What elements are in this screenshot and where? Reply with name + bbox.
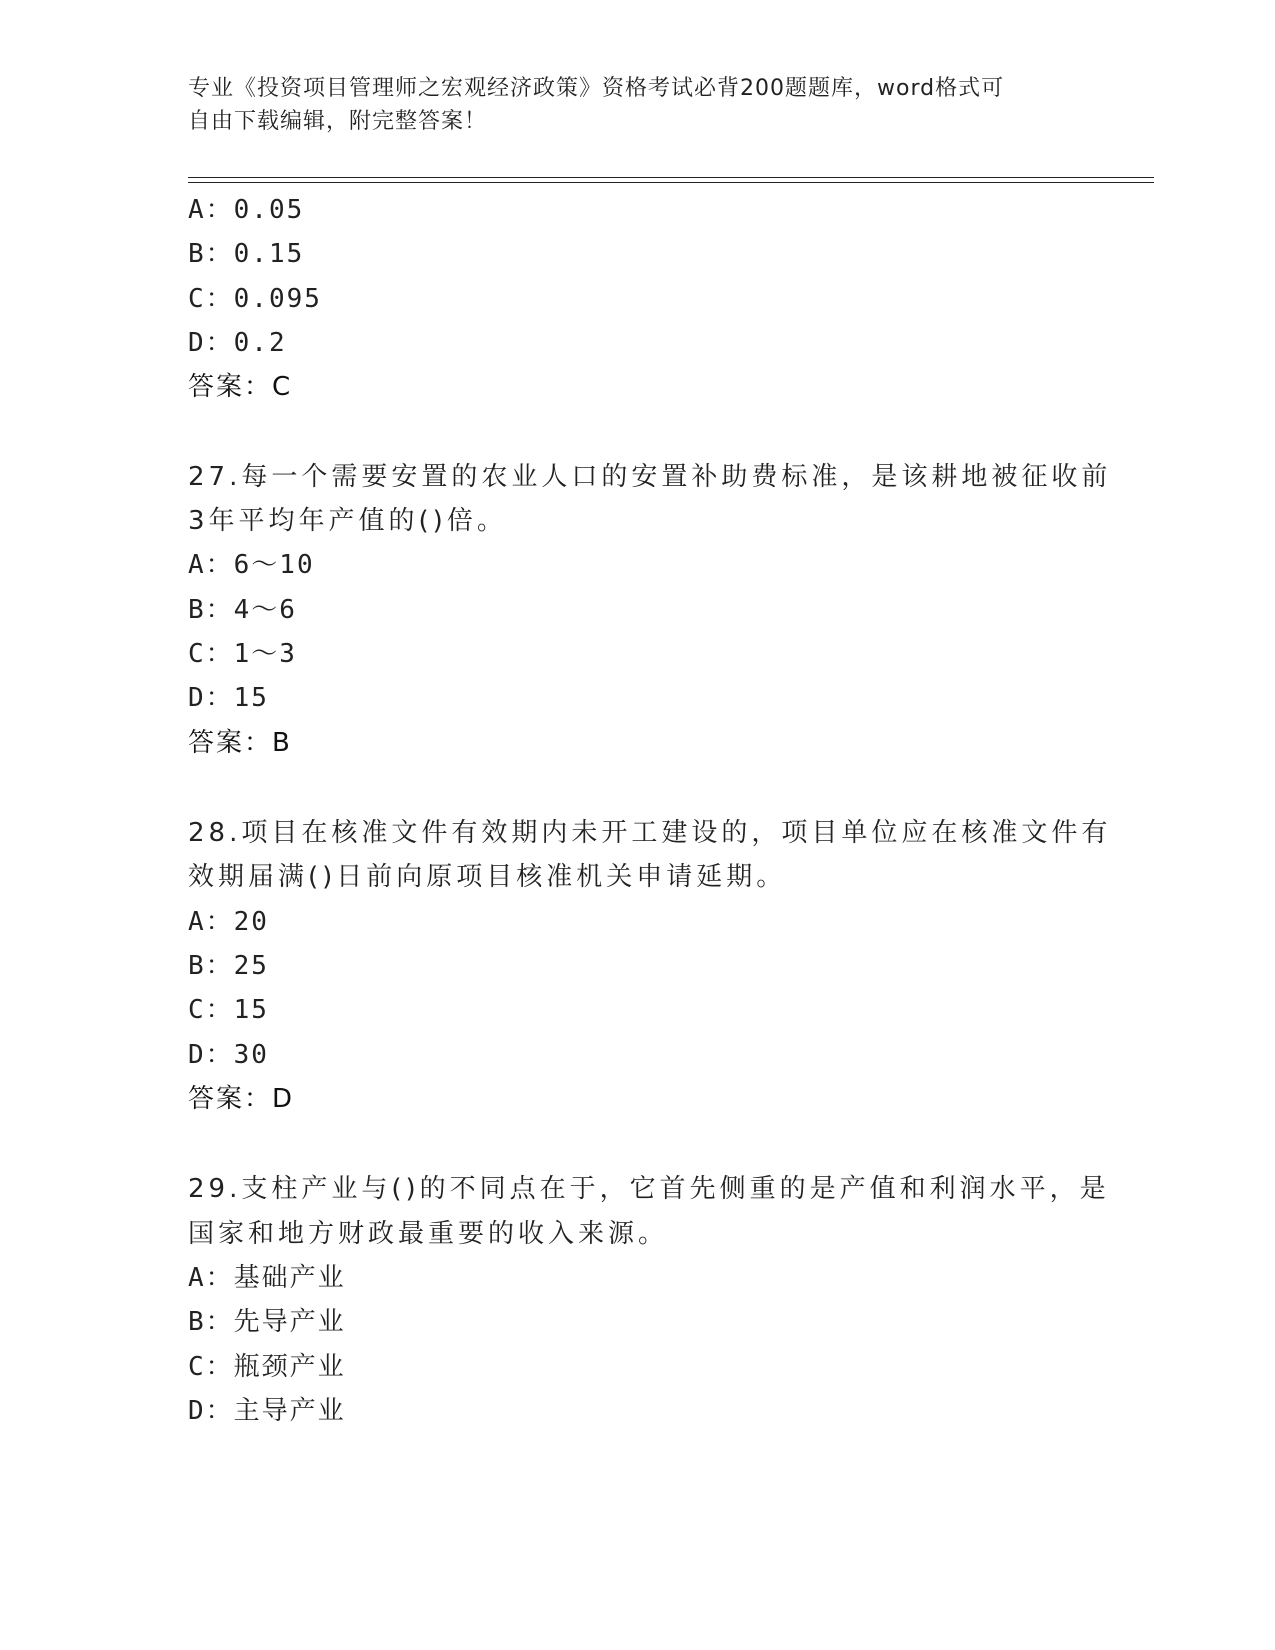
q28-option-c: C：15 — [188, 995, 269, 1025]
q28-text-line-1: 28.项目在核准文件有效期内未开工建设的，项目单位应在核准文件有 — [188, 818, 1112, 848]
prev-option-d: D：0.2 — [188, 328, 287, 358]
header-line-2: 自由下载编辑，附完整答案！ — [188, 109, 488, 134]
q27-option-d: D：15 — [188, 683, 269, 713]
prev-option-a: A：0.05 — [188, 195, 305, 225]
q27-text-line-2: 3年平均年产值的()倍。 — [188, 506, 507, 536]
q29-option-b: B：先导产业 — [188, 1307, 346, 1337]
q28-option-a: A：20 — [188, 907, 269, 937]
q27-answer: 答案：B — [188, 728, 292, 758]
document-header — [188, 72, 1068, 138]
q27-option-a: A：6～10 — [188, 550, 315, 580]
q29-option-d: D：主导产业 — [188, 1396, 346, 1426]
q27-text-line-1: 27.每一个需要安置的农业人口的安置补助费标准，是该耕地被征收前 — [188, 462, 1112, 492]
header-rule-top — [188, 177, 1154, 178]
prev-answer: 答案：C — [188, 372, 293, 402]
q29-option-a: A：基础产业 — [188, 1263, 346, 1293]
q28-option-d: D：30 — [188, 1040, 269, 1070]
q27-option-b: B：4～6 — [188, 595, 297, 625]
prev-option-c: C：0.095 — [188, 284, 322, 314]
prev-option-b: B：0.15 — [188, 239, 305, 269]
header-rule-bottom — [188, 182, 1154, 183]
q29-text-line-1: 29.支柱产业与()的不同点在于，它首先侧重的是产值和利润水平，是 — [188, 1174, 1110, 1204]
q29-option-c: C：瓶颈产业 — [188, 1352, 346, 1382]
q28-answer: 答案：D — [188, 1084, 295, 1114]
q28-option-b: B：25 — [188, 951, 269, 981]
q27-option-c: C：1～3 — [188, 639, 297, 669]
header-line-1: 专业《投资项目管理师之宏观经济政策》资格考试必背200题题库，word格式可 — [188, 76, 1005, 101]
q28-text-line-2: 效期届满()日前向原项目核准机关申请延期。 — [188, 862, 787, 892]
q29-text-line-2: 国家和地方财政最重要的收入来源。 — [188, 1219, 669, 1249]
